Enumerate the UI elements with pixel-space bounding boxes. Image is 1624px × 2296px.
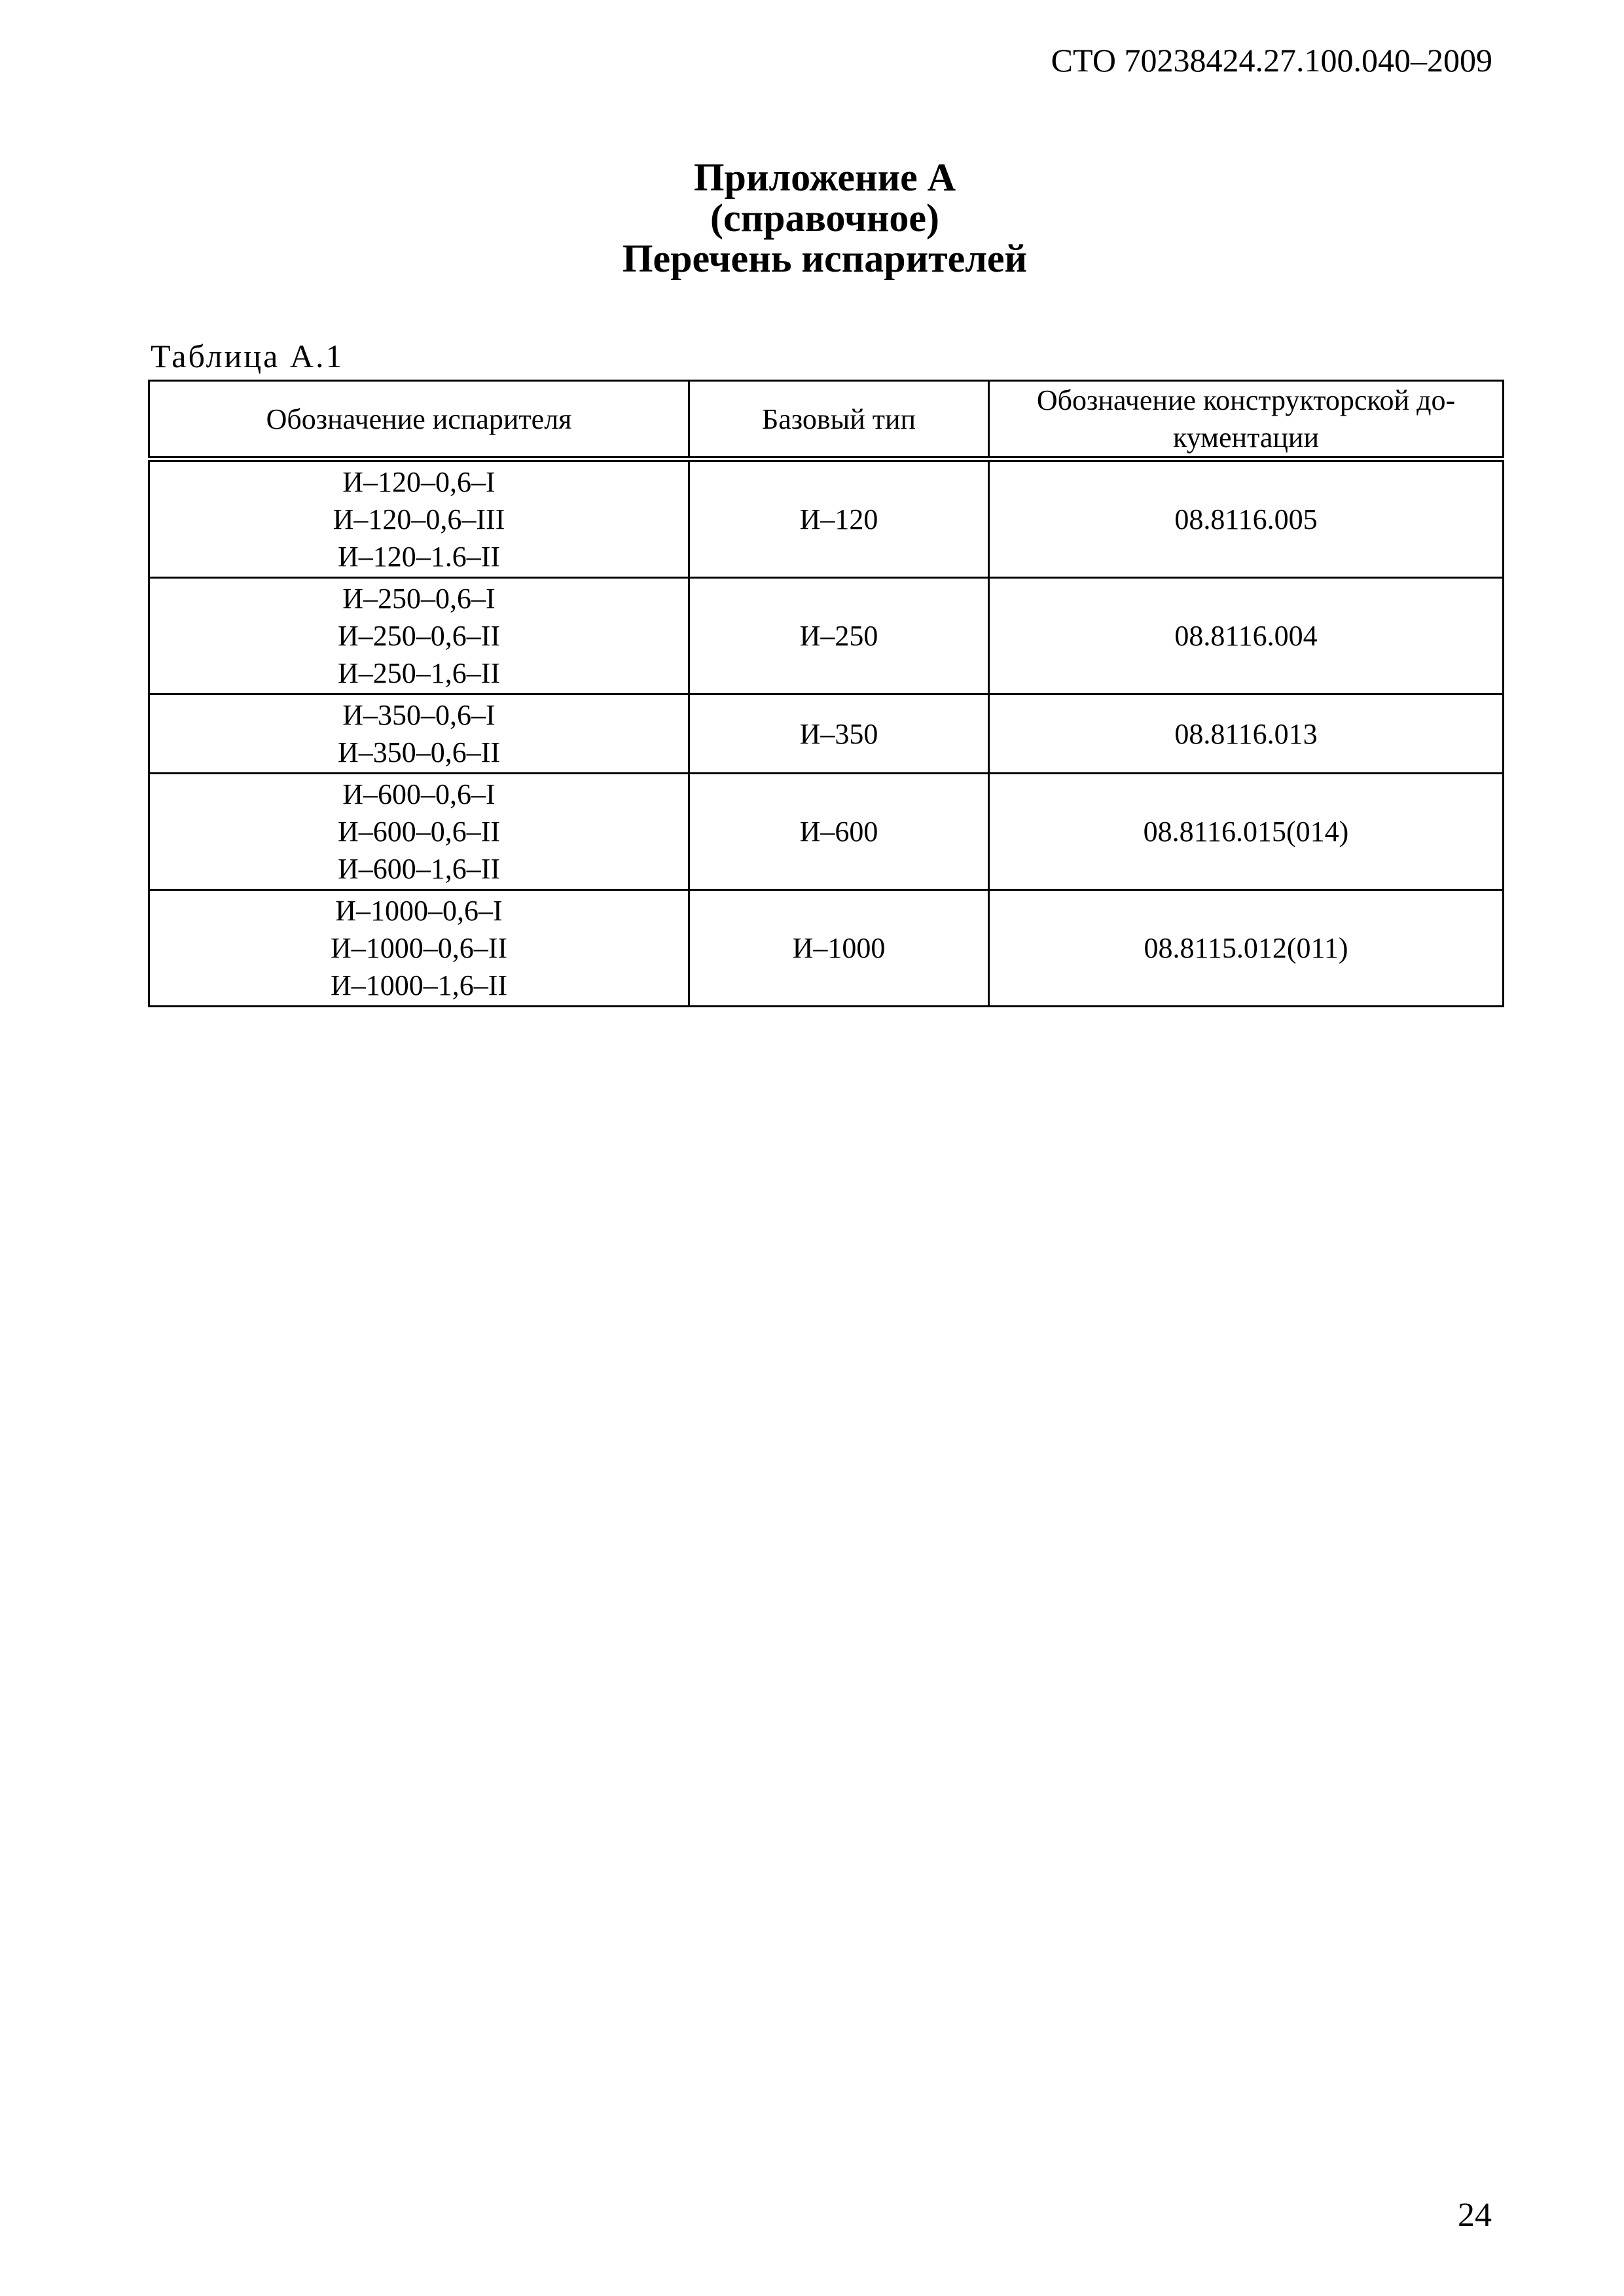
- designation-cell: [149, 774, 689, 890]
- page-number: 24: [1458, 2197, 1492, 2234]
- column-header-base-type: Базовый тип: [689, 381, 989, 459]
- documentation-cell: 08.8116.004: [989, 578, 1504, 694]
- base-type-cell: И–350: [689, 694, 989, 774]
- designation: И–250–1,6–II: [337, 657, 501, 689]
- designation: И–120–1.6–II: [337, 541, 501, 573]
- base-type-cell: И–250: [689, 578, 989, 694]
- documentation-cell: 08.8115.012(011): [989, 890, 1504, 1007]
- document-code: СТО 70238424.27.100.040–2009: [1051, 42, 1492, 79]
- documentation-cell: 08.8116.015(014): [989, 774, 1504, 890]
- appendix-status: (справочное): [710, 196, 939, 240]
- table-row: [149, 459, 1504, 578]
- appendix-subject: Перечень испарителей: [622, 237, 1028, 280]
- table-row: [149, 578, 1504, 694]
- designation-cell: [149, 694, 689, 774]
- column-header-documentation: Обозначение конструкторской до-кументации: [989, 381, 1504, 459]
- documentation-cell: 08.8116.013: [989, 694, 1504, 774]
- base-type-cell: И–600: [689, 774, 989, 890]
- designation: И–250–0,6–II: [337, 620, 501, 652]
- table-row: [149, 694, 1504, 774]
- designation-cell: [149, 890, 689, 1007]
- table-row: [149, 774, 1504, 890]
- designation: И–120–0,6–I: [342, 466, 496, 498]
- designation: И–350–0,6–I: [342, 699, 496, 731]
- designation: И–120–0,6–III: [333, 503, 505, 535]
- designation-cell: [149, 459, 689, 578]
- appendix-title: Приложение А: [693, 156, 956, 199]
- designation: И–1000–0,6–II: [330, 932, 508, 964]
- base-type-cell: И–1000: [689, 890, 989, 1007]
- table-caption: Таблица А.1: [151, 338, 344, 374]
- designation: И–1000–1,6–II: [330, 969, 508, 1001]
- base-type-cell: И–120: [689, 459, 989, 578]
- designation: И–250–0,6–I: [342, 583, 496, 615]
- appendix-heading: [0, 157, 1624, 279]
- designation-cell: [149, 578, 689, 694]
- designation: И–600–1,6–II: [337, 853, 501, 885]
- designation: И–1000–0,6–I: [335, 895, 503, 927]
- evaporators-table: [148, 380, 1504, 1007]
- designation: И–600–0,6–I: [342, 778, 496, 810]
- evaporators-table-container: [148, 380, 1502, 1007]
- column-header-designation: Обозначение испарителя: [149, 381, 689, 459]
- table-row: [149, 890, 1504, 1007]
- designation: И–350–0,6–II: [337, 736, 501, 768]
- documentation-cell: 08.8116.005: [989, 459, 1504, 578]
- designation: И–600–0,6–II: [337, 816, 501, 848]
- table-header-row: [149, 381, 1504, 459]
